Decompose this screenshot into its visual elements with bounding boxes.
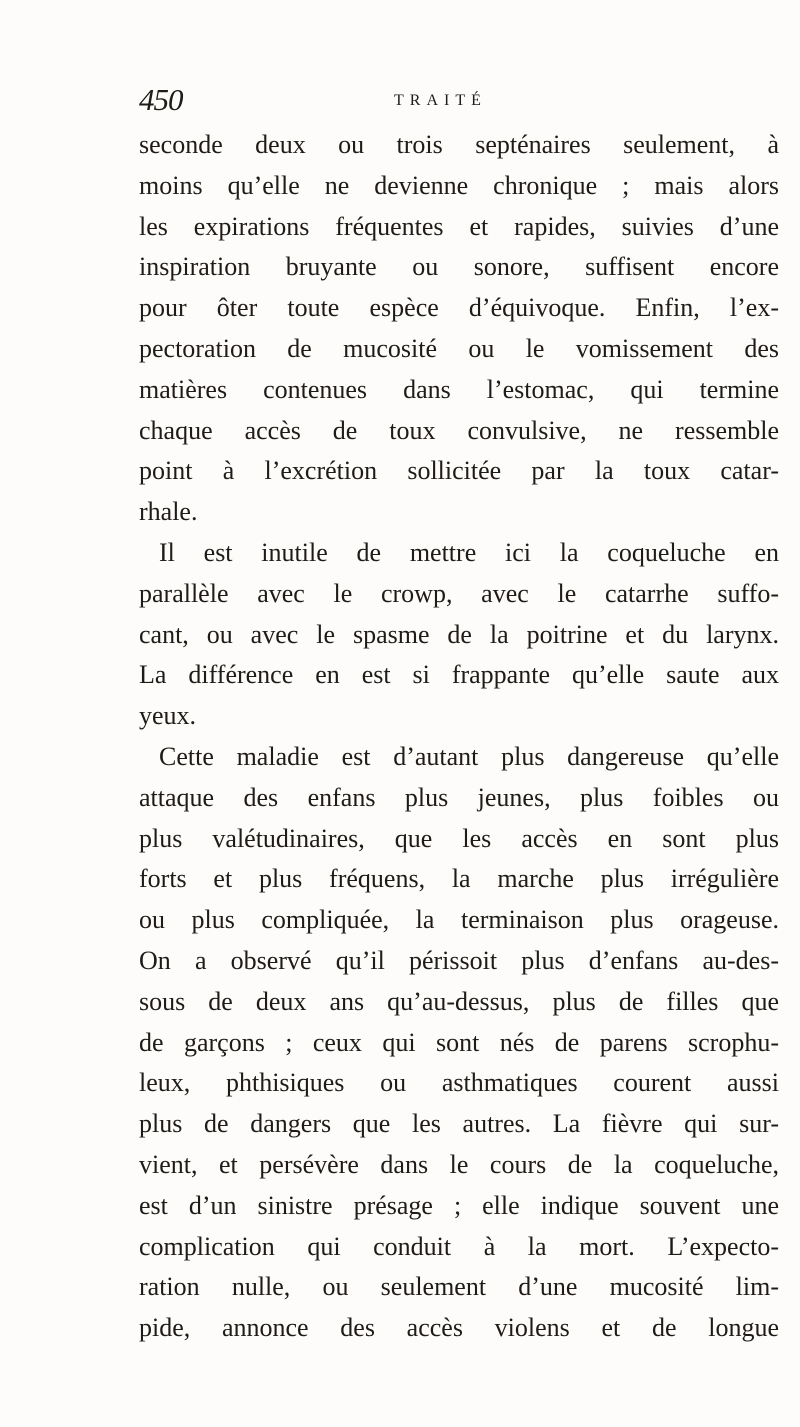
- text-line: point à l’excrétion sollicitée par la toux catar-: [139, 456, 779, 486]
- text-line: leux, phthisiques ou asthmatiques courent aussi: [139, 1068, 779, 1098]
- page-number: 450: [139, 82, 183, 117]
- text-line: sous de deux ans qu’au-dessus, plus de filles que: [139, 986, 779, 1016]
- paragraph-start-line: Cette maladie est d’autant plus dangereuse qu’elle: [159, 741, 779, 771]
- text-line: inspiration bruyante ou sonore, suffisent encore: [139, 252, 779, 282]
- text-line: est d’un sinistre présage ; elle indique souvent une: [139, 1190, 779, 1220]
- text-line: pectoration de mucosité ou le vomissement des: [139, 333, 779, 363]
- text-line: La différence en est si frappante qu’elle saute aux: [139, 660, 779, 690]
- text-line: pide, annonce des accès violens et de longue: [139, 1313, 779, 1343]
- text-line: chaque accès de toux convulsive, ne ressemble: [139, 415, 779, 445]
- text-line: plus valétudinaires, que les accès en sont plus: [139, 823, 779, 853]
- text-line: ou plus compliquée, la terminaison plus orageuse.: [139, 905, 779, 935]
- text-line: ration nulle, ou seulement d’une mucosité lim-: [139, 1272, 779, 1302]
- text-line: yeux.: [139, 701, 197, 731]
- running-title: TRAITÉ: [394, 92, 487, 109]
- text-line: vient, et persévère dans le cours de la coqueluche,: [139, 1149, 779, 1179]
- text-line: parallèle avec le crowp, avec le catarrhe suffo-: [139, 578, 779, 608]
- text-line: pour ôter toute espèce d’équivoque. Enfin, l’ex-: [139, 293, 779, 323]
- page-header: [139, 82, 779, 126]
- text-line: les expirations fréquentes et rapides, suivies d’une: [139, 211, 779, 241]
- text-line: complication qui conduit à la mort. L’expecto-: [139, 1231, 779, 1261]
- body-text: [139, 125, 779, 1349]
- text-line: cant, ou avec le spasme de la poitrine et du larynx.: [139, 619, 779, 649]
- text-line: forts et plus fréquens, la marche plus irrégulière: [139, 864, 779, 894]
- text-line: moins qu’elle ne devienne chronique ; mais alors: [139, 170, 779, 200]
- text-line: de garçons ; ceux qui sont nés de parens scrophu-: [139, 1027, 779, 1057]
- paragraph-start-line: Il est inutile de mettre ici la coqueluche en: [159, 537, 779, 567]
- text-line: attaque des enfans plus jeunes, plus foibles ou: [139, 782, 779, 812]
- text-line: On a observé qu’il périssoit plus d’enfans au-des-: [139, 945, 779, 975]
- text-line: matières contenues dans l’estomac, qui termine: [139, 374, 779, 404]
- text-line: plus de dangers que les autres. La fièvre qui sur-: [139, 1109, 779, 1139]
- text-line: seconde deux ou trois septénaires seulement, à: [139, 130, 779, 159]
- text-line: rhale.: [139, 497, 198, 527]
